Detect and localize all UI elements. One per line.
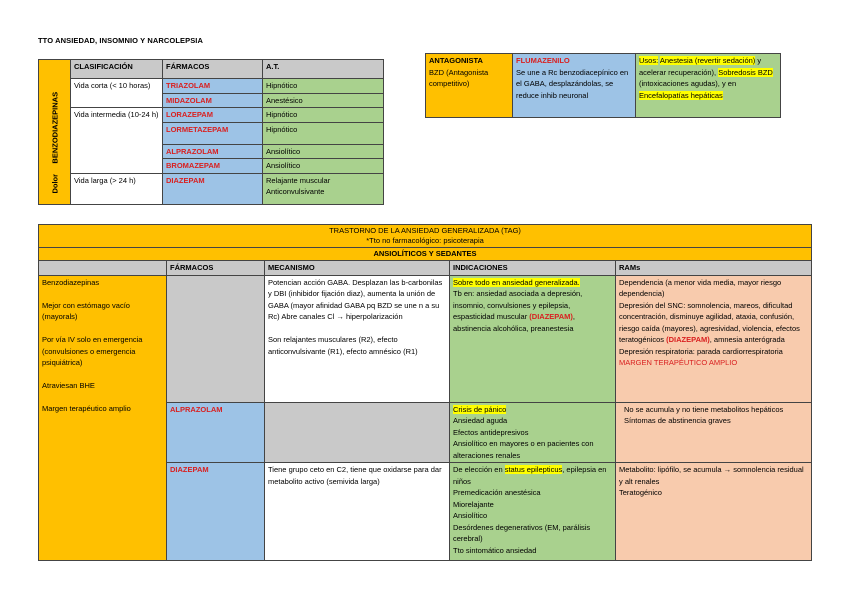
left-bhe: Atraviesan BHE — [42, 381, 95, 390]
bzd-side-label — [39, 60, 71, 205]
tag-section: ANSIOLÍTICOS Y SEDANTES — [39, 248, 812, 261]
tag-header-empty — [39, 261, 167, 276]
alprazolam-rams: No se acumula y no tiene metabolitos hepáticos Síntomas de abstinencia graves — [616, 402, 812, 463]
diazepam-rams: Metabolito: lipófilo, se acumula → somnolencia residual y alt renales Teratogénico — [616, 463, 812, 561]
tag-left-col — [39, 275, 167, 561]
at-triazolam: Hipnótico — [263, 79, 384, 94]
at-lormetazepam: Hipnótico — [263, 122, 384, 144]
antagonist-drug: FLUMAZENILO — [516, 56, 570, 65]
diazepam-mechanism: Tiene grupo ceto en C2, tiene que oxidarse para dar metabolito activo (semivida larga) — [265, 463, 450, 561]
tag-header-indicaciones: INDICACIONES — [450, 261, 616, 276]
drug-diazepam: DIAZEPAM — [163, 173, 263, 204]
left-bzd: Benzodiazepinas — [42, 277, 100, 287]
tag-header-mecanismo: MECANISMO — [265, 261, 450, 276]
alprazolam-drug: ALPRAZOLAM — [167, 402, 265, 463]
antagonist-drug-cell — [513, 54, 636, 118]
class-long: Vida larga (> 24 h) — [71, 173, 163, 204]
at-diazepam: Relajante muscular Anticonvulsivante — [263, 173, 384, 204]
at-midazolam: Anestésico — [263, 93, 384, 108]
ind-diazepam: (DIAZEPAM) — [529, 312, 573, 321]
uses-encefalopatias: Encefalopatías hepáticas — [639, 90, 723, 100]
page-title: TTO ANSIEDAD, INSOMNIO Y NARCOLEPSIA — [38, 36, 204, 45]
general-indications — [450, 275, 616, 402]
rams-warn: MARGEN TERAPÉUTICO AMPLIO — [619, 358, 738, 367]
diazepam-indications — [450, 463, 616, 561]
bzd-side-label-bottom: Dolor — [50, 173, 60, 194]
drug-lorazepam: LORAZEPAM — [163, 108, 263, 123]
ind-rest-a: Tb en: ansiedad asociada a depresión, insomnio, convulsiones y epilepsia, espasticidad muscular — [453, 289, 583, 321]
uses-prefix: Usos: — [639, 56, 659, 65]
alprazolam-mechanism-empty — [265, 402, 450, 463]
antagonist-title: ANTAGONISTA — [429, 56, 483, 65]
drug-bromazepam: BROMAZEPAM — [163, 159, 263, 174]
header-at: A.T. — [263, 60, 384, 79]
uses-sobredosis: Sobredosis BZD — [718, 67, 773, 77]
at-bromazepam: Ansiolítico — [263, 159, 384, 174]
at-alprazolam: Ansiolítico — [263, 144, 384, 159]
bzd-side-label-text: BENZODIAZEPINAS — [50, 91, 60, 164]
tag-header-farmacos: FÁRMACOS — [167, 261, 265, 276]
antagonist-label — [426, 54, 513, 118]
ind-hl: Sobre todo en ansiedad generalizada. — [453, 277, 580, 287]
alprazolam-indications — [450, 402, 616, 463]
rams-a: Dependencia (a menor vida media, mayor riesgo dependencia) — [619, 277, 782, 298]
class-intermediate: Vida intermedia (10-24 h) — [71, 108, 163, 174]
uses-anestesia: Anestesia (revertir sedación) — [659, 56, 756, 65]
diazepam-ind-prefix: De elección en — [453, 465, 503, 474]
header-clasificacion: CLASIFICACIÓN — [71, 60, 163, 79]
bzd-table — [38, 59, 384, 205]
ind-rest-b: , abstinencia alcohólica, preanestesia — [453, 312, 575, 333]
alprazolam-ind-hl: Crisis de pánico — [453, 404, 507, 414]
general-mechanism — [265, 275, 450, 402]
tag-title-cell — [39, 225, 812, 248]
uses-mid: y acelerar recuperación), — [639, 56, 762, 77]
antagonist-table — [425, 53, 781, 118]
antagonist-mechanism: Se une a Rc benzodiacepínico en el GABA, desplazándolas, se reduce inhib neuronal — [516, 67, 629, 100]
drug-midazolam: MIDAZOLAM — [163, 93, 263, 108]
class-short: Vida corta (< 10 horas) — [71, 79, 163, 108]
rams-diazepam: (DIAZEPAM) — [666, 335, 710, 344]
mechanism-p2: Son relajantes musculares (R2), efecto anticonvulsivante (R1), efecto amnésico (R1) — [268, 335, 418, 356]
rams-d: Depresión respiratoria: parada cardiorrespiratoria — [619, 346, 783, 356]
general-drug-empty — [167, 275, 265, 402]
left-estomago: Mejor con estómago vacío (mayorals) — [42, 300, 130, 321]
drug-lormetazepam: LORMETAZEPAM — [163, 122, 263, 144]
tag-title: TRASTORNO DE LA ANSIEDAD GENERALIZADA (TAG) — [329, 226, 521, 235]
left-iv: Por vía IV solo en emergencia (convulsiones o emergencia psiquiátrica) — [42, 335, 143, 367]
tag-header-rams: RAMs — [616, 261, 812, 276]
diazepam-ind-rest: , epilepsia en niños Premedicación anestésica Miorelajante Ansiolítico Desórdenes degenerativos (EM, parálisis cerebral) Tto sintomático ansiedad — [453, 465, 607, 555]
tag-subtitle: *Tto no farmacológico: psicoterapia — [366, 236, 484, 245]
alprazolam-ind-rest: Ansiedad aguda Efectos antidepresivos Ansiolítico en mayores o en pacientes con alteraciones renales — [453, 416, 594, 460]
antagonist-subtitle: BZD (Antagonista competitivo) — [429, 67, 489, 88]
diazepam-ind-hl: status epilepticus — [504, 465, 563, 474]
header-farmacos: FÁRMACOS — [163, 60, 263, 79]
mechanism-p1: Potencian acción GABA. Desplazan las b-carbonilas y DBI (inhibidor fijación diaz), aumenta la unión de GABA (mayor afinidad GABA pq BZD se une n a su Rc) Abre canales Cl → hiperpolarización — [268, 277, 443, 321]
drug-alprazolam: ALPRAZOLAM — [163, 144, 263, 159]
uses-mid2: (intoxicaciones agudas), y en — [639, 79, 737, 88]
at-lorazepam: Hipnótico — [263, 108, 384, 123]
diazepam-drug: DIAZEPAM — [167, 463, 265, 561]
rams-c: , amnesia anterógrada — [709, 335, 785, 344]
general-rams — [616, 275, 812, 402]
antagonist-uses — [636, 54, 781, 118]
rams-b: Depresión del SNC: somnolencia, mareos, dificultad concentración, disminuye agilidad, ataxia, confusión, riesgo caída (mayores), agresividad, violencia, efectos teratogénicos — [619, 300, 800, 344]
tag-table — [38, 224, 812, 561]
drug-triazolam: TRIAZOLAM — [163, 79, 263, 94]
left-margen: Margen terapéutico amplio — [42, 404, 131, 413]
